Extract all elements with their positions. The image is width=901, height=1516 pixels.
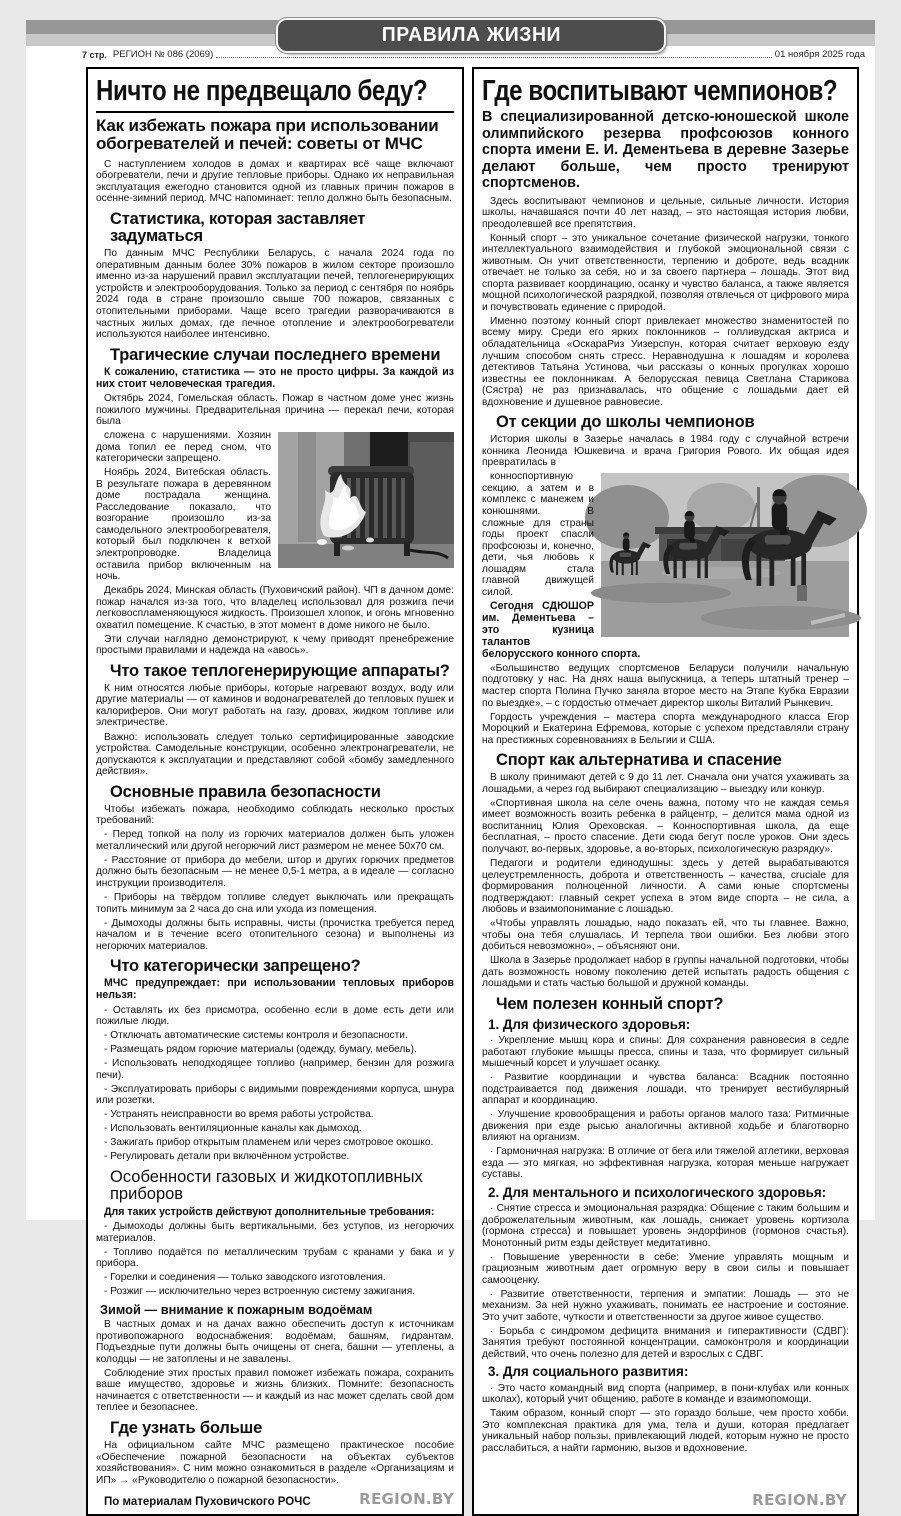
horse-riders-photo xyxy=(601,473,849,637)
list-item: - Устранять неисправности во время работы устройства. xyxy=(104,1109,374,1121)
paragraph: конноспортивную секцию, а затем и в комплекс с манежем и конюшнями. В сложные для страны годы проект спасли профсоюзы и, конечно, дети, чья любовь к лошадям стала главной движущей силой. xyxy=(482,471,594,598)
paragraph: «Чтобы управлять лошадью, надо показать ей, что ты главнее. Важно, чтобы она тебя слушалась. И терпела твои ошибки. Без любви этого добиться невозможно», – объясняют они. xyxy=(482,918,849,953)
section-heading: Статистика, которая заставляет задуматься xyxy=(110,209,366,246)
list-item: · Гармоничная нагрузка: В отличие от бега или тяжелой атлетики, верховая езда — это мягкая, но эффективная нагрузка, которая меньше нагружает суставы. xyxy=(482,1146,849,1181)
newspaper-page xyxy=(26,20,875,1510)
list-item: - Использовать неподходящее топливо (например, бензин для розжига печи). xyxy=(96,1058,454,1081)
source-credit: По материалам Пуховичского РОЧС xyxy=(104,1496,311,1509)
paragraph: Чтобы избежать пожара, необходимо соблюдать несколько простых требований: xyxy=(96,803,454,827)
paragraph: По данным МЧС Республики Беларусь, с начала 2024 года по оперативным данным более 30% пожаров в жилом секторе произошло именно из-за нарушений правил эксплуатации печей, теплогенерирующих устройств и электрооборудования. Только за период с сентября по ноябрь 2024 года в стране произошло свыше 700 пожаров, связанных с отопительными приборами. Чаще всего трагедии разворачиваются в частных жилых домах, где печное отопление и электрообогреватели используются наиболее интенсивно. xyxy=(96,248,454,341)
list-item: · Развитие координации и чувства баланса: Всадник постоянно подстраивается под движения лошади, что тренирует вестибулярный аппарат и координацию. xyxy=(482,1072,849,1107)
paragraph: Конный спорт – это уникальное сочетание физической нагрузки, тонкого интеллектуального взаимодействия и глубокой эмоциональной связи с животным. Он учит ответственности, терпению и доброте, ведь всадник отвечает не только за себя, но и за своего партнера – лошадь. Этот вид спорта развивает координацию, осанку и чувство баланса, а также является мощной психологической разрядкой, позволяя отвлечься от цифрового мира и почувствовать единение с природой. xyxy=(482,232,849,313)
list-item: - Дымоходы должны быть исправны, чисты (прочистка требуется перед началом и в течение всего отопительного сезона) и выполнены из негорючих материалов. xyxy=(96,917,454,952)
paragraph: Школа в Зазерье продолжает набор в группы начальной подготовки, чтобы дать возможность новому поколению детей испытать радость общения с лошадьми и стать частью большой и дружной команды. xyxy=(482,955,849,990)
paragraph: В школу принимают детей с 9 до 11 лет. Сначала они учатся ухаживать за лошадьми, а через год выбирают специализацию – выездку или конкур. xyxy=(482,772,849,795)
list-item: - Дымоходы должны быть вертикальными, без уступов, из негорючих материалов. xyxy=(96,1221,454,1244)
section-heading: Что такое теплогенерирующие аппараты? xyxy=(110,661,450,680)
paragraph: Эти случаи наглядно демонстрируют, к чему приводят пренебрежение простыми правилами и надежда на «авось». xyxy=(96,633,454,657)
article-title: Где воспитывают чемпионов? xyxy=(482,75,838,107)
paragraph: В частных домах и на дачах важно обеспечить доступ к источникам противопожарного водоснабжения: водоёмам, башням, гидрантам. Подъездные пути должны быть очищены от снега, башни — утеплены, а колодцы — не затоплены и не завалены. xyxy=(96,1319,454,1365)
paragraph: История школы в Зазерье началась в 1984 году с случайной встречи конника Леонида Юшкевича и врача Григория Рового. Их общая идея превратилась в xyxy=(482,434,849,469)
list-item: - Эксплуатировать приборы с видимыми повреждениями корпуса, шнура или розетки. xyxy=(96,1083,454,1107)
section-heading: Спорт как альтернатива и спасение xyxy=(496,751,782,770)
section-heading: 2. Для ментального и психологического здоровья: xyxy=(488,1184,827,1200)
burning-heater-photo xyxy=(278,432,454,568)
paragraph: Важно: использовать следует только сертифицированные заводские устройства. Самодельные конструкции, особенно электронагреватели, не допускаются к эксплуатации и представляют собой «бомбу замедленного действия». xyxy=(96,731,454,778)
list-item: - Топливо подаётся по металлическим трубам с кранами у бака и у прибора. xyxy=(96,1246,454,1270)
article-body xyxy=(482,109,849,1454)
paragraph: С наступлением холодов в домах и квартирах всё чаще включают обогреватели, печи и другие тепловые приборы. Однако их неправильная эксплуатация ежегодно становится одной из главных причин пожаров в осенне-зимний период. МЧС напоминает: тепло должно быть безопасным. xyxy=(96,158,454,205)
lead-paragraph: В специализированной детско-юношеской школе олимпийского резерва профсоюзов конного спорта имени Е. И. Дементьева в деревне Зазерье делают больше, чем просто тренируют спортсменов. xyxy=(482,109,849,192)
list-item: · Повышение уверенности в себе: Умение управлять мощным и грациозным животным дает огромную веру в свои силы и повышает самооценку. xyxy=(482,1251,849,1286)
list-item: - Использовать вентиляционные каналы как дымоход. xyxy=(104,1123,362,1135)
list-item: · Укрепление мышц кора и спины: Для сохранения равновесия в седле работают глубокие мышцы пресса, спины и таза, что формирует сильный мышечный корсет и улучшает осанку. xyxy=(482,1035,849,1070)
list-item: · Борьба с синдромом дефицита внимания и гиперактивности (СДВГ): Занятия требуют постоянной концентрации, самоконтроля и координации действий, что очень полезно для детей и взрослых с СДВГ. xyxy=(482,1325,849,1360)
list-item: - Приборы на твёрдом топливе следует выключать или прекращать топить минимум за 2 часа до сна или ухода из помещения. xyxy=(96,891,454,915)
article-subtitle: Как избежать пожара при использовании обогревателей и печей: советы от МЧС xyxy=(96,116,439,154)
paragraph: «Спортивная школа на селе очень важна, потому что не каждая семья имеет возможность возить ребенка в райцентр, – делится мама одной из воспитанниц Юлия Ореховская. – Конноспортивная школа, да еще бесплатная, – просто спасение. Дети сюда бегут после уроков. Они здесь получают, во-первых, здоровье, а во-вторых, психологическую разрядку». xyxy=(482,797,849,855)
article-fire-safety xyxy=(86,67,464,1516)
list-item: - Отключать автоматические системы контроля и безопасности. xyxy=(104,1030,408,1042)
paragraph: Здесь воспитывают чемпионов и цельные, сильные личности. История школы, начавшаяся почти 40 лет назад, – это настоящая история любви, преодолевшей все препятствия. xyxy=(482,195,849,230)
section-heading: 3. Для социального развития: xyxy=(488,1364,689,1380)
brand-watermark: REGION.BY xyxy=(752,1491,847,1510)
paragraph: Педагоги и родители единодушны: здесь у детей вырабатываются целеустремленность, доброта и ответственность – качества, cruciale для формирования полноценной личности. А сами юные спортсмены подтверждают: главный секрет успеха в этом виде спорта – не сила, а любовь и взаимопонимание с лошадью. xyxy=(482,858,849,916)
paragraph: На официальном сайте МЧС размещено практическое пособие «Обеспечение пожарной безопасности на объектах субъектов хозяйствования». С ним можно ознакомиться в разделе «Организациям и ИП» → «Руководителю о пожарной безопасности». xyxy=(96,1440,454,1486)
articles-row xyxy=(86,67,859,1516)
section-heading: Трагические случаи последнего времени xyxy=(110,345,441,364)
paragraph: Сегодня СДЮШОР им. Дементьева – это кузница талантов белорусского конного спорта. xyxy=(482,599,641,660)
list-item: - Оставлять их без присмотра, особенно если в доме есть дети или пожилые люди. xyxy=(96,1004,454,1028)
paragraph: Гордость учреждения – мастера спорта международного класса Егор Мороцкий и Екатерина Ефремова, которые с успехом представляли страну на престижных соревнованиях в Бельгии и США. xyxy=(482,711,849,746)
list-item: - Размещать рядом горючие материалы (одежду, бумагу, мебель). xyxy=(104,1044,417,1056)
paragraph: Декабрь 2024, Минская область (Пуховичский район). ЧП в дачном доме: пожар начался из-за того, что владелец использовал для розжига печи легковоспламеняющуюся жидкость. Произошел хлопок, и огонь мгновенно охватил помещение. К счастью, в этот момент в доме никого не было. xyxy=(96,585,454,631)
section-heading: Зимой — внимание к пожарным водоёмам xyxy=(100,1301,373,1317)
page-number: 7 стр. xyxy=(82,50,107,60)
section-heading: От секции до школы чемпионов xyxy=(496,413,755,432)
list-item: - Расстояние от прибора до мебели, штор и других горючих предметов должно быть безопасным — не менее 0,5-1 метра, а в идеале — согласно инструкции производителя. xyxy=(96,854,454,889)
section-heading: Чем полезен конный спорт? xyxy=(496,994,724,1013)
paragraph: Октябрь 2024, Гомельская область. Пожар в частном доме унес жизнь пожилого мужчины. Предварительная причина — перекал печи, которая была xyxy=(96,393,454,428)
section-heading: 1. Для физического здоровья: xyxy=(488,1016,691,1032)
list-item: - Горелки и соединения — только заводского изготовления. xyxy=(104,1272,386,1284)
article-footer xyxy=(96,1490,454,1508)
paragraph: Соблюдение этих простых правил поможет избежать пожара, сохранить ваше имущество, здоровье и жизнь близких. Помните: безопасность начинается с ответственности — и каждый из нас может сделать свой дом теплее и безопаснее. xyxy=(96,1367,454,1414)
page-header xyxy=(26,20,875,60)
rubric-title: ПРАВИЛА ЖИЗНИ xyxy=(381,24,561,46)
list-item: · Улучшение кровообращения и работы органов малого таза: Ритмичные движения при езде рысью аналогичны активной ходьбе и благотворно влияют на организм. xyxy=(482,1109,849,1144)
list-item: - Розжиг — исключительно через встроенную систему зажигания. xyxy=(104,1286,416,1298)
paragraph: К ним относятся любые приборы, которые нагревают воздух, воду или другие материалы — от каминов и водонагревателей до тепловых пушек и калориферов. Они могут работать на газу, дровах, жидком топливе или электричестве. xyxy=(96,682,454,729)
header-bars xyxy=(26,20,875,46)
dotted-leader xyxy=(216,57,772,58)
section-heading: Особенности газовых и жидкотопливных приборов xyxy=(110,1168,423,1204)
brand-watermark: REGION.BY xyxy=(359,1490,454,1509)
list-item: · Это часто командный вид спорта (например, в пони-клубах или конных школах), который учит общению, работе в команде и взаимопомощи. xyxy=(482,1382,849,1406)
article-title: Ничто не предвещало беду? xyxy=(96,73,454,113)
list-item: · Развитие ответственности, терпения и эмпатии: Лошадь — это не механизм. За ней нужно ухаживать, понимать ее настроение и состояние. Это учит заботе, чуткости и ответственности за другое живое существо. xyxy=(482,1288,849,1323)
article-champions xyxy=(472,67,859,1516)
edition-label: РЕГИОН № 086 (2069) xyxy=(112,49,214,60)
paragraph: «Большинство ведущих спортсменов Беларуси получили начальную подготовку у нас. На днях наша выпускница, а теперь штатный тренер – мастер спорта Полина Пучко заняла второе место на Этапе Кубка Евразии по выездке», – с гордостью отмечает директор школы Виталий Рынкевич. xyxy=(482,662,849,709)
section-heading: Основные правила безопасности xyxy=(110,782,381,801)
paragraph: Таким образом, конный спорт — это гораздо больше, чем просто хобби. Это комплексная практика для ума, тела и души, которая предлагает уникальный набор пользы, привлекающий людей, которым нужно не просто расслабиться, а найти гармонию, вызов и вдохновение. xyxy=(482,1408,849,1454)
paragraph: МЧС предупреждает: при использовании тепловых приборов нельзя: xyxy=(96,977,454,1002)
issue-date: 01 ноября 2025 года xyxy=(774,49,865,60)
list-item: · Снятие стресса и эмоциональная разрядка: Общение с таким большим и доброжелательным животным, как лошадь, снижает уровень кортизола (гормона стресса) и повышает уровень эндорфинов (гормонов счастья). Монотонный ритм езды действует медитативно. xyxy=(482,1203,849,1249)
paragraph: Именно поэтому конный спорт привлекает множество знаменитостей по всему миру. Среди его ярких поклонников – голливудская актриса и обладательница «ОскараРиз Уизерспун, которая считает верховую езду лучшим способом снять стресс. Неравнодушна к лошадям и королева детективов Татьяна Устинова, чьи рассказы о конных прогулках хорошо известны ее поклонникам. А белорусская певица Светлана Старикова (Сястра) не раз признавалась, что общение с лошадьми дает ей вдохновение и душевное равновесие. xyxy=(482,315,849,408)
section-heading: Что категорически запрещено? xyxy=(110,957,361,976)
list-item: - Регулировать детали при включённом устройстве. xyxy=(104,1151,350,1163)
rubric-badge xyxy=(278,20,664,51)
list-item: - Перед топкой на полу из горючих материалов должен быть уложен металлический или другой негорючий лист размером не менее 50х70 см. xyxy=(96,829,454,852)
section-heading: Где узнать больше xyxy=(110,1418,263,1437)
paragraph: Для таких устройств действуют дополнительные требования: xyxy=(104,1205,435,1218)
paragraph: сложена с нарушениями. Хозяин дома топил ее перед сном, что категорически запрещено. xyxy=(96,430,271,465)
article-body xyxy=(96,117,454,1486)
paragraph: К сожалению, статистика — это не просто цифры. За каждой из них стоит человеческая трагедия. xyxy=(96,365,454,390)
paragraph: Ноябрь 2024, Витебская область. В результате пожара в деревянном доме пострадала женщина. Расследование показало, что возгорание произошло из-за самодельного электрообогревателя, который был подключен к ветхой электропроводке. Владелица оставила прибор включенным на ночь. xyxy=(96,467,271,583)
list-item: - Зажигать прибор открытым пламенем или через смотровое окошко. xyxy=(104,1137,434,1149)
